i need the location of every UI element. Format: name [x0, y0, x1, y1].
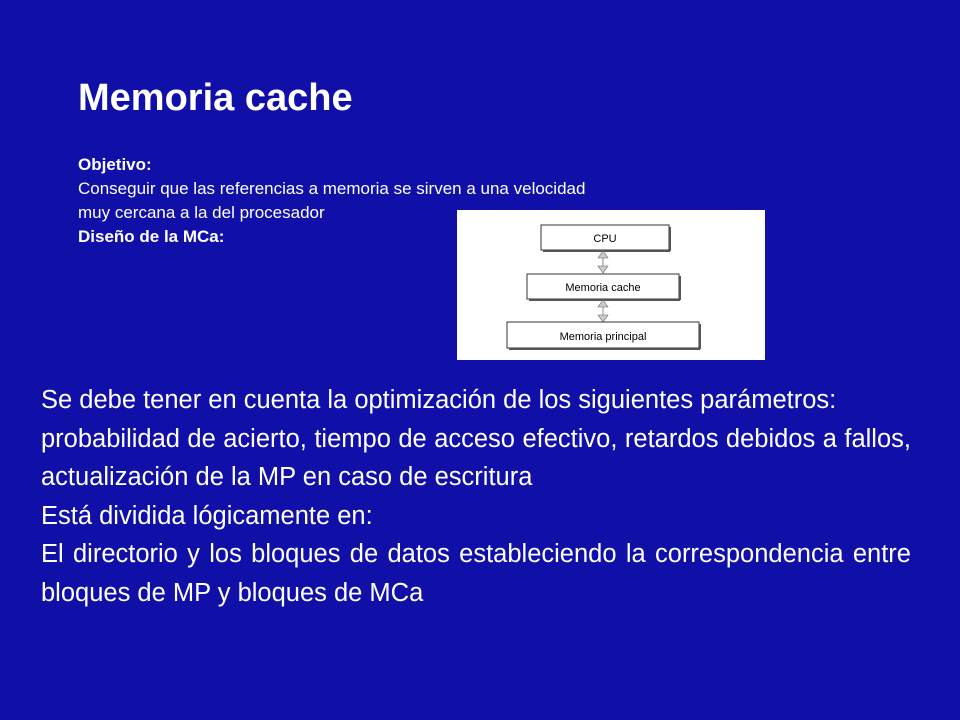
main-memory-box-label: Memoria principal: [559, 331, 647, 343]
connector-cache-main: [598, 300, 608, 322]
paragraph-directory: El directorio y los bloques de datos estableciendo la correspondencia entre bloques de MP y bloques de MCa: [41, 540, 911, 607]
main-memory-box: [507, 322, 700, 349]
cpu-box-label: CPU: [593, 233, 617, 245]
design-label: Diseño de la MCa:: [78, 227, 225, 246]
objective-text-line1: Conseguir que las referencias a memoria se sirven a una velocidad: [78, 179, 586, 198]
objective-label: Objetivo:: [78, 155, 152, 174]
cache-box-label: Memoria cache: [565, 282, 641, 294]
memory-hierarchy-svg: [457, 210, 765, 360]
paragraph-division: Está dividida lógicamente en:: [41, 501, 373, 530]
slide-title: Memoria cache: [78, 77, 353, 119]
paragraph-parameters: probabilidad de acierto, tiempo de acceso efectivo, retardos debidos a fallos, actualización de la MP en caso de escritura: [41, 424, 911, 491]
cache-box: [527, 274, 680, 300]
memory-hierarchy-diagram: [457, 210, 765, 360]
cpu-box: [541, 225, 670, 251]
paragraph-optimization: Se debe tener en cuenta la optimización de los siguientes parámetros:: [41, 386, 837, 414]
objective-text-line2: muy cercana a la del procesador: [78, 203, 325, 222]
connector-cpu-cache: [598, 251, 608, 273]
body-text: [41, 381, 911, 612]
